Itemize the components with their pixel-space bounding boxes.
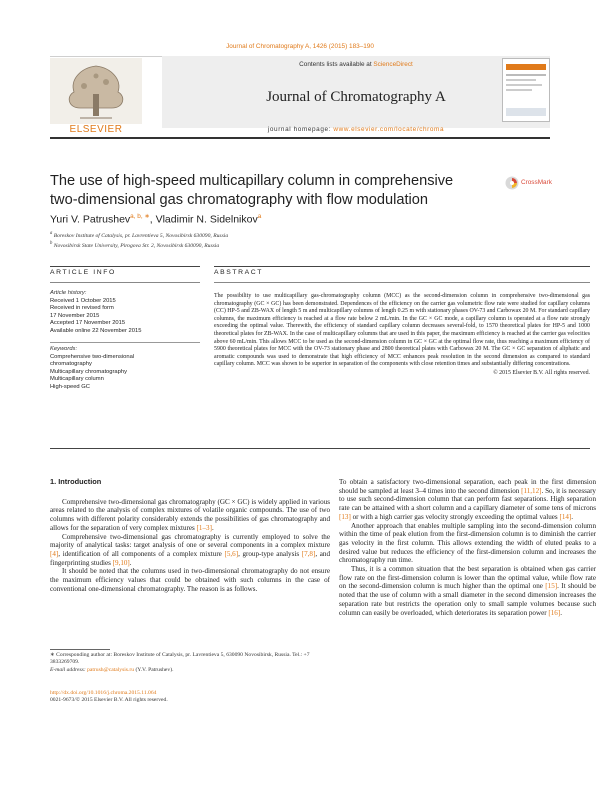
article-title-line-1: The use of high-speed multicapillary column in comprehensive — [50, 173, 454, 189]
paragraph: Another approach that enables multiple sampling into the second-dimension column within the time of peak elution from the first-dimension column is to diminish the carrier gas velocity in the first column. This allows extending the width of eluted peaks to a desired value but reduces the efficiency of the first-dimension column and increases the chromatography run time. — [339, 521, 596, 565]
body-right-column — [339, 478, 596, 617]
author-name: Vladimir N. Sidelnikov — [155, 213, 258, 226]
corresponding-author: Corresponding author at: Boreskov Institute of Catalysis, pr. Lavrentieva 5, 630090 Novosibirsk, Russia. Tel.: +7 3833269709. — [50, 652, 310, 666]
paragraph-text: . — [571, 512, 574, 521]
article-info-sub-rule — [50, 282, 200, 283]
elsevier-logo-tree-icon — [50, 58, 142, 124]
affiliation-marker: a — [50, 231, 53, 236]
affiliations — [50, 230, 228, 250]
publisher-name: ELSEVIER — [69, 124, 123, 135]
citation-ref[interactable]: [15] — [545, 582, 558, 591]
footnote-rule — [50, 649, 110, 650]
email-label: E-mail address: — [50, 666, 86, 673]
history-label: Article history: — [50, 290, 87, 296]
keywords-label: Keywords: — [50, 346, 78, 353]
paragraph — [339, 478, 596, 522]
introduction-heading: 1. Introduction — [50, 477, 102, 486]
abstract-text: The possibility to use multicapillary gas-chromatography column (MCC) as the second-dimension column in comprehensive two-dimensional gas chromatography (GC × GC) has been demonstrated. Dependences of the efficiency on the carrier gas volumetric flow rate were studied for capillary columns (CC) HP-5 and ZB-WAX of length 5 m and multicapillary columns of length 0.25 m with stationary phases OV-73 and Carbowax 20 M. For standard capillary columns, the maximum efficiency is reached at a flow rate below 2 mL/min. In the GC × GC mode, a capillary column is operated at a flow rate strongly exceeding the optimal value. Therewith, the efficiency of standard capillary column decreases several-fold, to 1570 theoretical plates for HP-5 and 1000 theoretical plates for ZB-WAX. In the case of multicapillary columns that are used in this paper, the maximum efficiency is reached at the carrier gas velocities above 60 mL/min. This allows MCC to be used as the second-dimension column in GC × GC at the optimal flow rate, thus reaching a maximum efficiency of 5900 theoretical plates for MCC with the OV-73 stationary phase and 2800 theoretical plates with Carbowax 20 M. The GC × GC separation of aliphatic and aromatic compounds was used to demonstrate that high efficiency of MCC enhances peak resolution in the second dimension as compared to standard capillary column. MCC was shown to be superior in separation of the components with close retention times and substantially differing concentrations. — [214, 293, 590, 368]
history-item: Available online 22 November 2015 — [50, 327, 142, 334]
author-name: Yuri V. Patrushev — [50, 213, 131, 226]
article-title-line-2: two-dimensional gas chromatography with flow modulation — [50, 192, 429, 208]
footnote-star: ∗ — [50, 652, 55, 658]
citation-ref[interactable]: [13] — [339, 512, 351, 521]
abstract-heading: ABSTRACT — [214, 269, 264, 276]
paragraph-text: , identification of all components of a complex mixture — [58, 549, 225, 558]
doi-block — [50, 690, 330, 705]
history-item: 17 November 2015 — [50, 312, 100, 319]
journal-citation: Journal of Chromatography A, 1426 (2015) 183–190 — [226, 43, 374, 50]
journal-title: Journal of Chromatography A — [266, 89, 446, 105]
citation-ref[interactable]: [5,6] — [224, 549, 239, 558]
article-info-heading: ARTICLE INFO — [50, 269, 116, 276]
abstract-copyright: © 2015 Elsevier B.V. All rights reserved. — [493, 369, 590, 376]
affiliation-b — [50, 240, 228, 250]
body-left-column — [50, 478, 330, 593]
citation-ref[interactable]: [4] — [50, 549, 59, 558]
keyword: High-speed GC — [50, 384, 90, 391]
paragraph-text: . — [560, 608, 562, 617]
article-title — [50, 172, 490, 210]
citation-ref[interactable]: [11,12] — [521, 486, 542, 495]
citation-ref[interactable]: [9,10] — [112, 558, 130, 567]
paragraph-text: Thus, it is a common situation that the best separation is obtained when gas carrier flow rate on the first-dimension column is lower than the optimal value, while flow rate on the second-dimension column is much higher than the optimal one — [339, 565, 596, 591]
citation-ref[interactable]: [14] — [559, 512, 572, 521]
paragraph-text: . So, it is necessary to use such second-dimension column that can perform fast separations. High separation rate can be attained with a short column and a capillary diameter of some tens of microns — [339, 486, 596, 513]
affiliation-text: Novosibirsk State University, Pirogova Str. 2, Novosibirsk 630090, Russia — [53, 242, 220, 249]
sciencedirect-link[interactable]: ScienceDirect — [373, 61, 413, 68]
keyword: Comprehensive two-dimensional — [50, 353, 135, 360]
paragraph-text: To obtain a satisfactory two-dimensional separation, each peak in the first dimension should be sampled at least 3–4 times into the second dimension — [339, 478, 596, 495]
citation-ref[interactable]: [1–3] — [196, 523, 212, 532]
contents-prefix: Contents lists available at — [299, 61, 372, 68]
citation-ref[interactable]: [16] — [548, 608, 561, 617]
history-item: Accepted 17 November 2015 — [50, 320, 126, 327]
paragraph-text: Comprehensive two-dimensional gas chromatography is currently employed to solve the majority of analytical tasks: target analysis of one or several components in a complex mixture — [50, 532, 330, 550]
contents-line — [162, 61, 550, 68]
history-item: Received in revised form — [50, 305, 114, 312]
keyword: Multicapillary column — [50, 376, 104, 383]
author-separator: , — [149, 213, 156, 226]
email-tail: (Y.V. Patrushev). — [134, 666, 174, 673]
paragraph — [50, 498, 330, 533]
citation-ref[interactable]: [7,8] — [301, 549, 316, 558]
header-bottom-rule — [50, 137, 550, 139]
affiliation-text: Boreskov Institute of Catalysis, pr. Lavrentieva 5, Novosibirsk 630090, Russia — [53, 232, 229, 239]
journal-homepage — [162, 126, 550, 133]
paragraph-text: . — [129, 558, 132, 567]
keyword: chromatography — [50, 361, 92, 368]
paragraph-text: , and fingerprinting studies — [50, 549, 330, 567]
keyword: Multicapillary chromatography — [50, 368, 128, 375]
affiliation-marker: b — [50, 240, 53, 246]
abstract-top-rule — [214, 266, 590, 267]
crossmark-badge[interactable] — [505, 176, 565, 190]
paragraph — [50, 533, 330, 568]
history-item: Received 1 October 2015 — [50, 297, 116, 304]
journal-cover-icon — [502, 58, 550, 122]
author-affiliation-marker[interactable]: a, b, ∗ — [130, 213, 150, 220]
article-info — [50, 290, 200, 392]
paragraph-text: Comprehensive two-dimensional gas chromatography (GC × GC) is widely applied in various areas related to the analysis of complex mixtures of volatile organic compounds. The use of two columns with different polarity considerably extends the possibilities of gas chromatography and allows for the separation of very complex mixtures — [50, 497, 330, 532]
author-affiliation-marker[interactable]: a — [257, 213, 262, 220]
paragraph: It should be noted that the columns used in two-dimensional chromatography do not ensure the maximum efficiency values that could be obtained with such columns in the case of conventional one-dimensional chromatography. The reason is as follows. — [50, 567, 330, 593]
paragraph-text: . It should be noted that the use of column with a small diameter in the second dimension increases the separation rate but restricts the operation only to small sample volumes because such column can easily be overloaded, which deteriorates its separation power — [339, 582, 596, 617]
issn-line: 0021-9673/© 2015 Elsevier B.V. All rights reserved. — [50, 697, 168, 704]
journal-header — [50, 56, 550, 138]
frontmatter-bottom-rule — [50, 448, 590, 449]
email-link[interactable]: patrush@catalysis.ru — [87, 666, 135, 673]
paragraph — [339, 565, 596, 617]
abstract — [214, 293, 590, 378]
paragraph-text: or with a high carrier gas velocity strongly exceeding the optimal values — [350, 512, 560, 521]
abstract-sub-rule — [214, 282, 590, 283]
authors — [50, 212, 261, 226]
article-info-top-rule — [50, 266, 200, 267]
paragraph-text: , group-type analysis — [238, 549, 302, 558]
footnote — [50, 652, 330, 674]
doi-link[interactable]: http://dx.doi.org/10.1016/j.chroma.2015.11.064 — [50, 690, 157, 696]
article-info-divider — [50, 342, 200, 343]
affiliation-a — [50, 230, 228, 240]
homepage-label: journal homepage: — [267, 126, 332, 133]
crossmark-label: CrossMark — [521, 179, 552, 186]
paragraph-text: . — [211, 523, 214, 532]
crossmark-icon — [505, 176, 519, 190]
homepage-link[interactable]: www.elsevier.com/locate/chroma — [333, 126, 445, 133]
